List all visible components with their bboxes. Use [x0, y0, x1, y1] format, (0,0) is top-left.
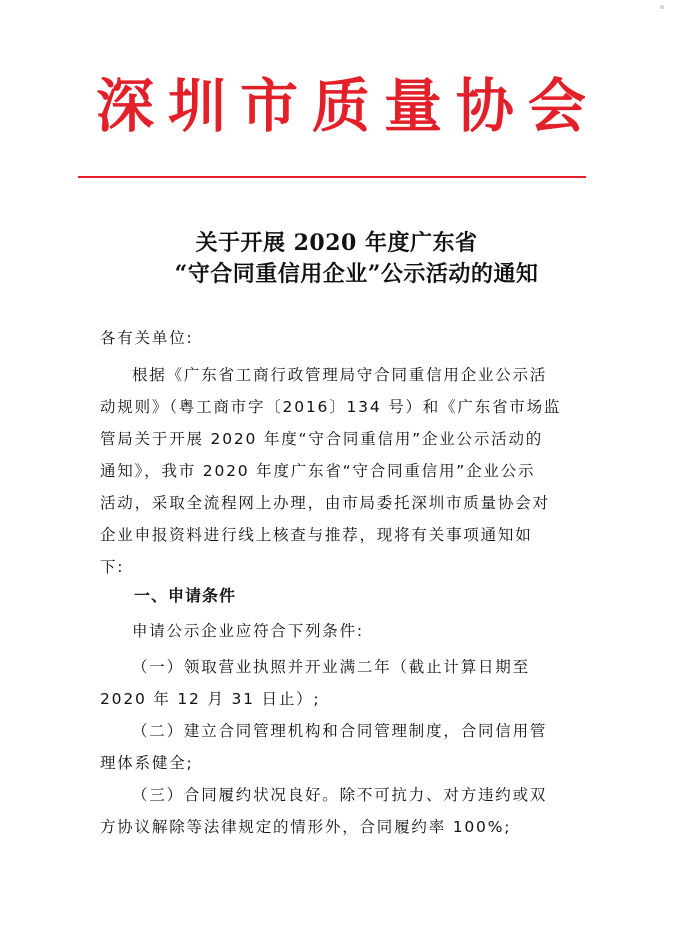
org-char: 量	[383, 72, 442, 140]
letterhead-divider	[78, 176, 586, 178]
section-lead	[100, 615, 572, 647]
paragraph-line: 方协议解除等法律规定的情形外，合同履约率 100%;	[100, 818, 512, 836]
paragraph-line: 活动，采取全流程网上办理，由市局委托深圳市质量协会对	[100, 494, 550, 512]
salutation: 各有关单位:	[100, 329, 194, 347]
paragraph-line: （一）领取营业执照并开业满二年（截止计算日期至	[132, 658, 530, 676]
paragraph-line: 申请公示企业应符合下列条件:	[132, 622, 364, 640]
org-char: 深	[96, 72, 155, 140]
paragraph-line: 企业申报资料进行线上核查与推荐，现将有关事项通知如	[100, 526, 533, 544]
paragraph-line: 动规则》（粤工商市字〔2016〕134 号）和《广东省市场监	[100, 398, 562, 416]
condition-item-1	[100, 651, 572, 715]
letterhead-org-name	[96, 66, 586, 146]
paragraph-line: 通知》，我市 2020 年度广东省“守合同重信用”企业公示	[100, 462, 536, 480]
corner-mark	[660, 5, 664, 9]
org-char: 圳	[167, 72, 226, 140]
paragraph-line: 下:	[100, 558, 125, 576]
section-heading: 一、申请条件	[134, 586, 237, 605]
paragraph-line: （二）建立合同管理机构和合同管理制度，合同信用管	[132, 722, 548, 740]
paragraph-line: （三）合同履约状况良好。除不可抗力、对方违约或双	[132, 786, 548, 804]
notice-title-line-2: “守合同重信用企业”公示活动的通知	[174, 261, 539, 287]
org-char: 质	[311, 72, 370, 140]
org-char: 会	[527, 72, 586, 140]
paragraph-line: 理体系健全;	[100, 754, 194, 772]
intro-paragraph	[100, 359, 572, 583]
condition-item-2	[100, 715, 572, 779]
condition-item-3	[100, 779, 572, 843]
paragraph-line: 2020 年 12 月 31 日止）;	[100, 690, 321, 708]
paragraph-line: 根据《广东省工商行政管理局守合同重信用企业公示活	[132, 366, 548, 384]
org-char: 协	[455, 72, 514, 140]
notice-title-line-1: 关于开展 2020 年度广东省	[195, 230, 478, 256]
paragraph-line: 管局关于开展 2020 年度“守合同重信用”企业公示活动的	[100, 430, 544, 448]
org-char: 市	[239, 72, 298, 140]
